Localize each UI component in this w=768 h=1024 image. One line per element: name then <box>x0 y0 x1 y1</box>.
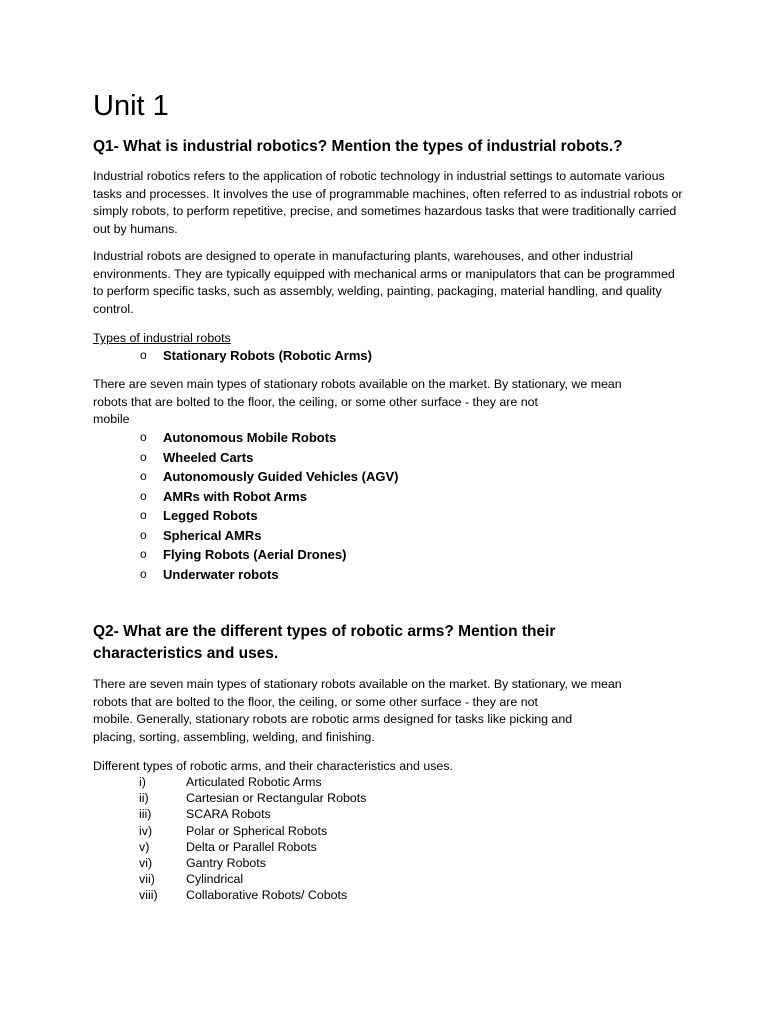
list-item <box>140 428 398 448</box>
bullet-marker: o <box>140 488 147 503</box>
q1-heading: Q1- What is industrial robotics? Mention the types of industrial robots.? <box>93 138 623 155</box>
list-item-label: Legged Robots <box>163 508 258 523</box>
list-item <box>139 855 366 871</box>
list-item <box>139 887 366 903</box>
list-item <box>140 506 398 526</box>
list-item <box>140 545 398 565</box>
q2-list-intro: Different types of robotic arms, and their characteristics and uses. <box>93 759 453 773</box>
stationary-paragraph <box>93 376 683 429</box>
robot-types-list <box>140 428 398 584</box>
list-item-label: AMRs with Robot Arms <box>163 488 307 504</box>
q2-paragraph <box>93 676 683 746</box>
bullet-marker: o <box>140 566 147 581</box>
list-item <box>139 774 366 790</box>
paragraph-line: placing, sorting, assembling, welding, and finishing. <box>93 729 375 744</box>
list-item-label: Stationary Robots (Robotic Arms) <box>163 348 372 363</box>
list-item-label: Spherical AMRs <box>163 527 262 543</box>
list-item-label: Flying Robots (Aerial Drones) <box>163 547 347 562</box>
list-item <box>139 790 366 806</box>
paragraph-line: mobile. Generally, stationary robots are robotic arms designed for tasks like picking and <box>93 712 573 727</box>
paragraph-line: There are seven main types of stationary robots available on the market. By stationary, we mean <box>93 677 622 691</box>
paragraph-line: robots that are bolted to the floor, the ceiling, or some other surface - they are not <box>93 394 538 409</box>
list-item <box>140 448 398 468</box>
list-item-label: Autonomously Guided Vehicles (AGV) <box>163 469 399 484</box>
heading-line: characteristics and uses. <box>93 645 279 662</box>
robotic-arm-types-list <box>139 774 366 904</box>
q1-paragraph-1: Industrial robotics refers to the application of robotic technology in industrial settings to automate various tasks and processes. It involves the use of programmable machines, often referred to as industrial robots or simply robots, to perform repetitive, precise, and sometimes hazardous tasks that were traditionally carried out by humans. <box>93 169 683 236</box>
list-item-label: Cartesian or Rectangular Robots <box>186 791 367 806</box>
list-number: vi) <box>139 855 153 870</box>
list-number: iv) <box>139 823 153 838</box>
list-item-label: Delta or Parallel Robots <box>186 839 317 854</box>
list-item-label: Autonomous Mobile Robots <box>163 430 337 445</box>
q1-paragraph-2: Industrial robots are designed to operate in manufacturing plants, warehouses, and other industrial environments. They are typically equipped with mechanical arms or manipulators that can be programmed to perform specific tasks, such as assembly, welding, painting, packaging, material handling, and quality control. <box>93 249 675 316</box>
list-item <box>139 839 366 855</box>
list-number: viii) <box>139 888 158 903</box>
list-number: i) <box>139 775 146 789</box>
list-item-label: Articulated Robotic Arms <box>186 775 322 789</box>
list-number: ii) <box>139 791 149 806</box>
unit-title: Unit 1 <box>93 90 169 122</box>
types-subheading: Types of industrial robots <box>93 331 231 345</box>
list-item <box>140 467 398 487</box>
list-item <box>139 871 366 887</box>
stationary-list <box>140 346 372 366</box>
list-item-label: Polar or Spherical Robots <box>186 823 328 838</box>
bullet-marker: o <box>140 449 147 464</box>
list-item-label: Gantry Robots <box>186 855 266 870</box>
list-item <box>139 823 366 839</box>
bullet-marker: o <box>140 547 147 561</box>
list-item-label: Collaborative Robots/ Cobots <box>186 888 348 903</box>
bullet-marker: o <box>140 508 147 522</box>
list-number: v) <box>139 839 150 854</box>
heading-line: Q2- What are the different types of robotic arms? Mention their <box>93 623 556 640</box>
bullet-marker: o <box>140 469 147 483</box>
q2-heading <box>93 621 693 665</box>
list-item <box>140 346 372 366</box>
list-item-label: Underwater robots <box>163 566 279 582</box>
list-item-label: Wheeled Carts <box>163 449 254 465</box>
list-item <box>140 526 398 546</box>
bullet-marker: o <box>140 348 147 362</box>
list-item <box>140 565 398 585</box>
paragraph-line: robots that are bolted to the floor, the ceiling, or some other surface - they are not <box>93 694 538 709</box>
list-number: iii) <box>139 807 152 822</box>
list-item <box>139 806 366 822</box>
list-item <box>140 487 398 507</box>
list-item-label: SCARA Robots <box>186 807 271 822</box>
paragraph-line: There are seven main types of stationary robots available on the market. By stationary, we mean <box>93 377 622 391</box>
bullet-marker: o <box>140 527 147 542</box>
bullet-marker: o <box>140 430 147 444</box>
list-item-label: Cylindrical <box>186 872 244 887</box>
paragraph-line: mobile <box>93 412 130 427</box>
list-number: vii) <box>139 872 155 887</box>
